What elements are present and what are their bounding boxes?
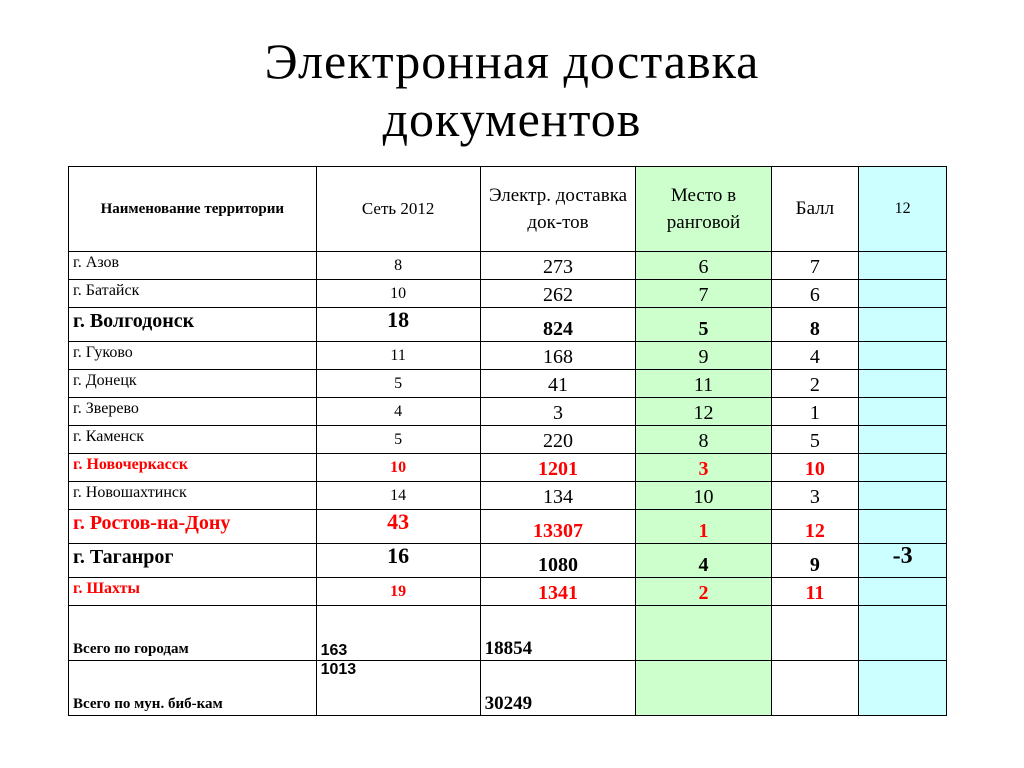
row-ball: 10 <box>771 454 859 482</box>
row-ball: 5 <box>771 426 859 454</box>
row-set: 10 <box>316 454 480 482</box>
table-row <box>69 454 947 482</box>
row-extra <box>859 308 947 342</box>
row-ball: 11 <box>771 578 859 606</box>
row-ball: 1 <box>771 398 859 426</box>
total-set: 163 <box>316 606 480 661</box>
row-place: 9 <box>636 342 771 370</box>
total-row-cities <box>69 606 947 661</box>
table-row <box>69 578 947 606</box>
table-row <box>69 398 947 426</box>
table-row <box>69 510 947 544</box>
row-set: 8 <box>316 252 480 280</box>
row-name: г. Каменск <box>69 426 317 454</box>
row-extra <box>859 510 947 544</box>
row-extra <box>859 370 947 398</box>
row-extra <box>859 426 947 454</box>
row-el: 220 <box>480 426 636 454</box>
table-row <box>69 342 947 370</box>
row-name: г. Зверево <box>69 398 317 426</box>
title-line-1: Электронная доставка <box>264 33 760 89</box>
row-name: г. Азов <box>69 252 317 280</box>
row-ball: 6 <box>771 280 859 308</box>
row-ball: 12 <box>771 510 859 544</box>
table-row <box>69 280 947 308</box>
header-extra: 12 <box>859 167 947 252</box>
row-set: 11 <box>316 342 480 370</box>
row-set: 14 <box>316 482 480 510</box>
row-el: 3 <box>480 398 636 426</box>
table-row <box>69 482 947 510</box>
row-set: 10 <box>316 280 480 308</box>
row-extra: -3 <box>859 544 947 578</box>
table-header-row <box>69 167 947 252</box>
row-el: 13307 <box>480 510 636 544</box>
row-place: 4 <box>636 544 771 578</box>
row-extra <box>859 578 947 606</box>
total-el: 30249 <box>480 661 636 716</box>
row-place: 1 <box>636 510 771 544</box>
total-place <box>636 661 771 716</box>
title-line-2: документов <box>382 91 642 147</box>
row-ball: 7 <box>771 252 859 280</box>
row-extra <box>859 398 947 426</box>
total-name: Всего по городам <box>69 606 317 661</box>
row-place: 12 <box>636 398 771 426</box>
row-set: 43 <box>316 510 480 544</box>
total-place <box>636 606 771 661</box>
row-place: 11 <box>636 370 771 398</box>
header-set: Сеть 2012 <box>316 167 480 252</box>
row-el: 41 <box>480 370 636 398</box>
header-name: Наименование территории <box>69 167 317 252</box>
row-name: г. Гуково <box>69 342 317 370</box>
row-name: г. Батайск <box>69 280 317 308</box>
row-set: 18 <box>316 308 480 342</box>
row-place: 2 <box>636 578 771 606</box>
table-row <box>69 370 947 398</box>
row-place: 3 <box>636 454 771 482</box>
row-extra <box>859 454 947 482</box>
row-place: 5 <box>636 308 771 342</box>
table-row <box>69 544 947 578</box>
total-extra <box>859 661 947 716</box>
total-extra <box>859 606 947 661</box>
row-ball: 9 <box>771 544 859 578</box>
row-extra <box>859 252 947 280</box>
row-name: г. Ростов-на-Дону <box>69 510 317 544</box>
row-set: 5 <box>316 426 480 454</box>
row-el: 824 <box>480 308 636 342</box>
table-row <box>69 426 947 454</box>
row-extra <box>859 342 947 370</box>
header-place: Место в ранговой <box>636 167 771 252</box>
row-el: 134 <box>480 482 636 510</box>
row-el: 273 <box>480 252 636 280</box>
header-el: Электр. доставка док-тов <box>480 167 636 252</box>
total-row-libraries <box>69 661 947 716</box>
row-el: 262 <box>480 280 636 308</box>
page-title <box>0 32 1024 148</box>
row-set: 4 <box>316 398 480 426</box>
row-name: г. Волгодонск <box>69 308 317 342</box>
table-row <box>69 252 947 280</box>
row-ball: 8 <box>771 308 859 342</box>
row-set: 5 <box>316 370 480 398</box>
row-ball: 3 <box>771 482 859 510</box>
row-el: 168 <box>480 342 636 370</box>
row-name: г. Шахты <box>69 578 317 606</box>
row-el: 1341 <box>480 578 636 606</box>
row-name: г. Новошахтинск <box>69 482 317 510</box>
row-place: 7 <box>636 280 771 308</box>
row-set: 19 <box>316 578 480 606</box>
row-place: 6 <box>636 252 771 280</box>
total-ball <box>771 606 859 661</box>
row-set: 16 <box>316 544 480 578</box>
row-el: 1080 <box>480 544 636 578</box>
row-name: г. Новочеркасск <box>69 454 317 482</box>
row-name: г. Таганрог <box>69 544 317 578</box>
row-ball: 2 <box>771 370 859 398</box>
row-ball: 4 <box>771 342 859 370</box>
header-ball: Балл <box>771 167 859 252</box>
total-ball <box>771 661 859 716</box>
row-place: 10 <box>636 482 771 510</box>
row-extra <box>859 482 947 510</box>
total-el: 18854 <box>480 606 636 661</box>
total-set: 1013 <box>316 661 480 716</box>
row-el: 1201 <box>480 454 636 482</box>
row-name: г. Донецк <box>69 370 317 398</box>
total-name: Всего по мун. биб-кам <box>69 661 317 716</box>
table-row <box>69 308 947 342</box>
row-place: 8 <box>636 426 771 454</box>
row-extra <box>859 280 947 308</box>
delivery-table <box>68 166 947 716</box>
